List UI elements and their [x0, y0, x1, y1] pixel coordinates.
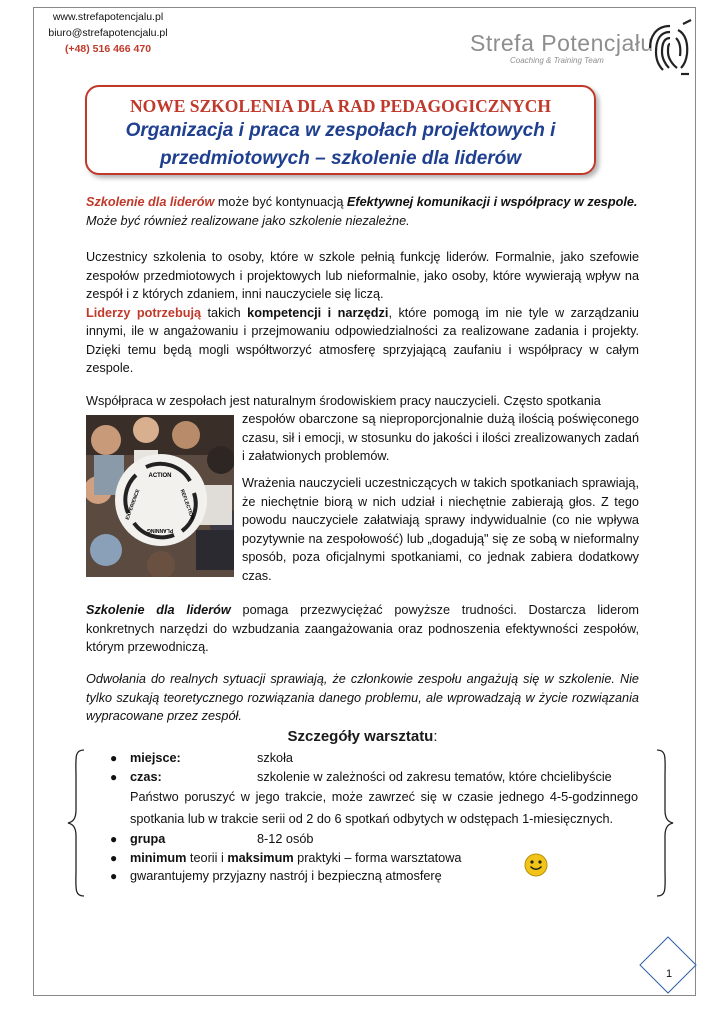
- details-heading: [0, 728, 725, 745]
- training-helps-paragraph: [86, 601, 639, 657]
- main-heading: NOWE SZKOLENIA DLA RAD PEDAGOGICZNYCH: [129, 96, 552, 116]
- bullet-icon: ●: [110, 869, 118, 883]
- cycle-label-experience: EXPERIENCE: [124, 488, 142, 521]
- logo-tagline: Coaching & Training Team: [510, 56, 604, 65]
- phone-number: (+48) 516 466 470: [64, 43, 152, 55]
- intro-note: Może być również realizowane jako szkolenie niezależne.: [86, 213, 410, 228]
- page-number-badge-icon: [638, 935, 698, 997]
- bullet-icon: ●: [110, 850, 118, 865]
- min-text-1: teorii i: [186, 850, 228, 865]
- contact-block: [33, 9, 183, 57]
- logo: [470, 30, 700, 80]
- cycle-label-action: ACTION: [148, 473, 172, 479]
- leaders-text-mid: takich: [201, 305, 248, 320]
- leaders-text-rest: , które pomogą im nie tyle w zarządzaniu innymi, ile w angażowaniu i przejmowaniu odpowiedzialności za realizowane zadania i projekty. Dzięki temu będą mogli współtworzyć atmosferę sprzyjającą zaufaniu i współpracy w całym zespole.: [86, 305, 639, 375]
- competencies: kompetencji i narzędzi: [247, 305, 389, 320]
- bullet-icon: ●: [110, 751, 118, 765]
- leaders-need: Liderzy potrzebują: [86, 305, 202, 320]
- logo-name: Strefa Potencjału: [470, 30, 654, 56]
- participants-text: Uczestnicy szkolenia to osoby, które w szkole pełnią funkcję liderów. Formalnie, jako szefowie zespołów przedmiotowych i projektowych lub nieformalnie, jako osoby, które wywierają wpływ na zespół i z których zdaniem, inni nauczyciele się liczą.: [86, 250, 639, 301]
- list-item: [108, 768, 638, 787]
- details-heading-colon: :: [433, 728, 438, 745]
- participants-paragraph: [86, 248, 639, 378]
- page-number: 1: [666, 968, 673, 980]
- cycle-label-reflection: REFLECTION: [178, 488, 196, 521]
- smiley-icon: [524, 853, 548, 877]
- team-meeting-photo: [86, 415, 234, 577]
- min-text-2: praktyki – forma warsztatowa: [293, 850, 462, 865]
- training-name: Szkolenie dla liderów: [86, 603, 231, 617]
- time-label: czas:: [130, 769, 162, 784]
- training-helps-text: pomaga przezwyciężać powyższe trudności. Dostarcza liderom konkretnych narzędzi do wzbudzania zaangażowania oraz podnoszenia efektywności zespołów, którym przewodniczą.: [86, 603, 639, 654]
- intro-emphasis: Szkolenie dla liderów: [86, 195, 215, 209]
- maximum-word: maksimum: [227, 850, 294, 865]
- intro-text: może być kontynuacją: [214, 195, 347, 209]
- list-item: [108, 867, 638, 886]
- details-list: [108, 749, 638, 886]
- place-label: miejsce:: [130, 751, 181, 765]
- right-brace-icon: [655, 748, 675, 898]
- intro-course-name: Efektywnej komunikacji i współpracy w zespole.: [346, 195, 638, 209]
- title-box: [85, 85, 596, 175]
- cooperation-first-line: Współpraca w zespołach jest naturalnym środowiskiem pracy nauczycieli. Często spotkania: [86, 394, 601, 408]
- details-heading-text: Szczegóły warsztatu: [287, 728, 434, 745]
- list-item-continuation: Państwo poruszyć w jego trakcie, może zawrzeć się w czasie jednego 4-5-godzinnego spotkania lub w trakcie serii od 2 do 6 spotkań odbytych w odstępach 1-miesięcznych.: [130, 790, 638, 826]
- list-item: [108, 749, 638, 768]
- guarantee-text: gwarantujemy przyjazny nastrój i bezpieczną atmosferę: [130, 869, 442, 883]
- bullet-icon: ●: [110, 832, 118, 846]
- time-value: szkolenie w zależności od zakresu tematów, które chcielibyście: [257, 769, 612, 784]
- email-link[interactable]: biuro@strefapotencjalu.pl: [48, 27, 168, 39]
- left-brace-icon: [66, 748, 86, 898]
- bullet-icon: ●: [110, 769, 118, 784]
- group-value: 8-12 osób: [257, 832, 314, 846]
- list-item: [108, 830, 638, 849]
- group-label: grupa: [130, 832, 166, 846]
- minimum-word: minimum: [130, 850, 187, 865]
- website-link[interactable]: www.strefapotencjalu.pl: [52, 11, 164, 23]
- intro-paragraph: [86, 193, 639, 230]
- place-value: szkoła: [257, 751, 293, 765]
- real-situations-paragraph: Odwołania do realnych sytuacji sprawiają, że członkowie zespołu angażują się w szkolenie. Nie tylko szukają teoretycznego rozwiązania danego problemu, ale wprowadzają w życie rozwiązania wypracowane przez zespół.: [86, 672, 639, 723]
- cycle-label-planning: PLANNING: [146, 527, 174, 533]
- list-item: [108, 849, 638, 868]
- cooperation-paragraph: zespołów obarczone są nieproporcjonalnie dużą ilością poświęconego czasu, sił i emocji, w stosunku do jakości i ilości zrealizowanych zadań i załatwionych problemów.: [242, 412, 639, 463]
- subtitle-line-1: Organizacja i praca w zespołach projektowych i: [125, 120, 556, 141]
- fingerprint-icon: [645, 18, 695, 78]
- impressions-paragraph: Wrażenia nauczycieli uczestniczących w takich spotkaniach sprawiają, że niechętnie biorą w nich udział i niechętnie zabierają głos. Z tego powodu nauczyciele załatwiają sprawy indywidualnie (co nie wpływa pozytywnie na zespołowość) lub „dogadują" się ze sobą w nieformalny sposób, poza oficjalnymi spotkaniami, co jednak zabiera dodatkowy czas.: [242, 476, 639, 583]
- subtitle-line-2: przedmiotowych – szkolenie dla liderów: [159, 148, 522, 169]
